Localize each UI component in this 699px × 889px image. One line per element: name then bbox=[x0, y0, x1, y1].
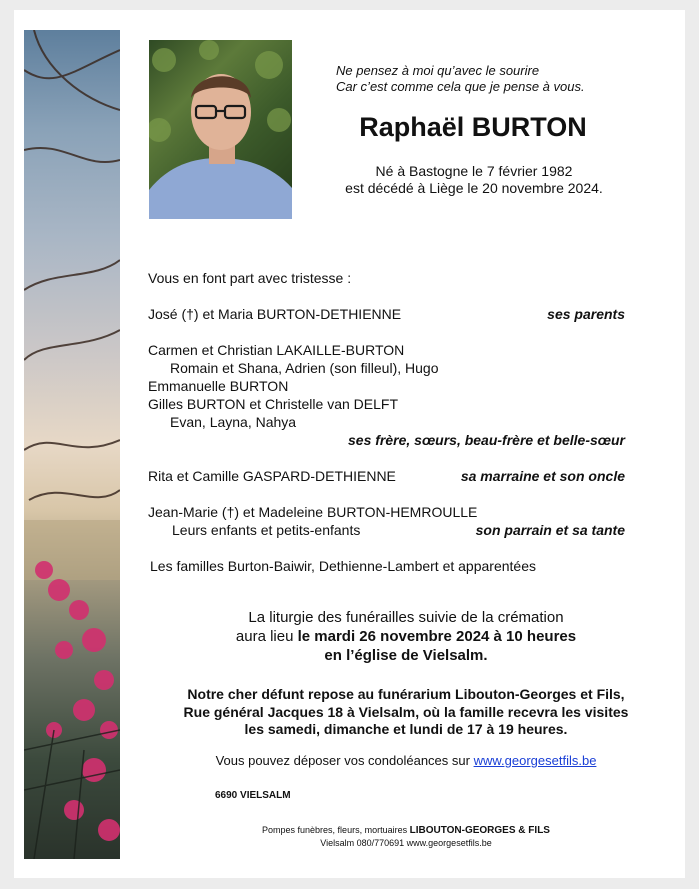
intro-text: Vous en font part avec tristesse : bbox=[148, 270, 352, 286]
visitation-line-3: les samedi, dimanche et lundi de 17 à 19 heures. bbox=[244, 721, 568, 737]
portrait-illustration bbox=[149, 40, 292, 219]
parents-role: ses parents bbox=[547, 306, 625, 322]
siblings-role: ses frère, sœurs, beau-frère et belle-sœur bbox=[348, 432, 625, 448]
godmother-names: Rita et Camille GASPARD-DETHIENNE bbox=[148, 468, 396, 484]
footer-prefix: Pompes funèbres, fleurs, mortuaires bbox=[262, 825, 410, 835]
families-line: Les familles Burton-Baiwir, Dethienne-Lambert et apparentées bbox=[150, 558, 536, 574]
godfather-role: son parrain et sa tante bbox=[475, 522, 625, 538]
death-line: est décédé à Liège le 20 novembre 2024. bbox=[345, 180, 603, 196]
ceremony-line-1: La liturgie des funérailles suivie de la crémation bbox=[248, 609, 564, 626]
sibling-3-children: Evan, Layna, Nahya bbox=[170, 414, 297, 430]
address-line: 6690 VIELSALM bbox=[215, 790, 291, 801]
footer-company: LIBOUTON-GEORGES & FILS bbox=[409, 825, 550, 836]
sibling-2: Emmanuelle BURTON bbox=[148, 378, 289, 394]
ceremony-line-2 bbox=[130, 628, 682, 645]
condolences-line bbox=[130, 753, 682, 768]
godfather-names: Jean-Marie (†) et Madeleine BURTON-HEMROULLE bbox=[148, 504, 478, 520]
footer-line-1 bbox=[130, 825, 682, 836]
parents-names: José (†) et Maria BURTON-DETHIENNE bbox=[148, 306, 402, 322]
visitation-line-1: Notre cher défunt repose au funérarium Libouton-Georges et Fils, bbox=[187, 686, 625, 702]
ceremony-date: le mardi 26 novembre 2024 à 10 heures bbox=[297, 628, 577, 645]
sibling-1: Carmen et Christian LAKAILLE-BURTON bbox=[148, 342, 405, 358]
condolences-text: Vous pouvez déposer vos condoléances sur bbox=[215, 753, 474, 768]
branches-flowers-illustration bbox=[24, 30, 120, 859]
godfather-children: Leurs enfants et petits-enfants bbox=[172, 522, 361, 538]
sibling-3: Gilles BURTON et Christelle van DELFT bbox=[148, 396, 398, 412]
footer-contact: Vielsalm 080/770691 www.georgesetfils.be bbox=[320, 838, 492, 848]
quote-line-2: Car c’est comme cela que je pense à vous. bbox=[336, 79, 585, 94]
ceremony-prefix: aura lieu bbox=[235, 628, 298, 645]
birth-line: Né à Bastogne le 7 février 1982 bbox=[375, 163, 573, 179]
visitation-line-2: Rue général Jacques 18 à Vielsalm, où la famille recevra les visites bbox=[183, 704, 629, 720]
sibling-1-children: Romain et Shana, Adrien (son filleul), Hugo bbox=[170, 360, 439, 376]
condolences-link[interactable]: www.georgesetfils.be bbox=[473, 753, 597, 768]
quote-line-1: Ne pensez à moi qu’avec le sourire bbox=[336, 63, 540, 78]
ceremony-location: en l’église de Vielsalm. bbox=[324, 647, 488, 664]
side-decorative-image bbox=[24, 30, 120, 859]
deceased-name: Raphaël BURTON bbox=[359, 112, 587, 142]
portrait-photo bbox=[149, 40, 292, 219]
godmother-role: sa marraine et son oncle bbox=[460, 468, 625, 484]
